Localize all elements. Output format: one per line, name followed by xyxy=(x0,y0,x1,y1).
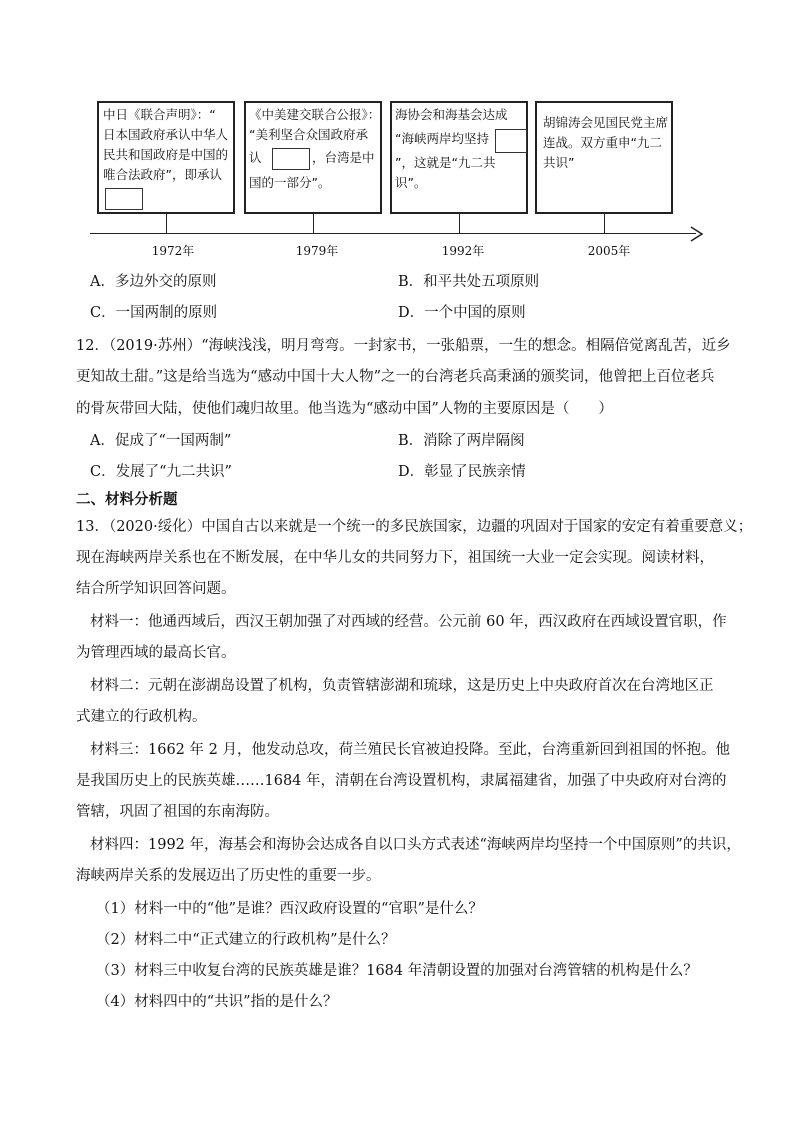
box-text-line: ，台湾是中 xyxy=(312,150,375,165)
material-4-line: 材料四：1992 年，海基会和海协会达成各自以口头方式表述“海峡两岸均坚持一个中国原则”的共识， xyxy=(90,837,741,853)
q12-option-a[interactable]: A．促成了“一国两制” xyxy=(90,433,232,449)
timeline-tick xyxy=(166,214,167,234)
box-text-line: 识”。 xyxy=(395,175,427,190)
q13-subquestion-2: （2）材料二中“正式建立的行政机构”是什么？ xyxy=(96,932,396,948)
timeline-box-1992 xyxy=(390,101,528,214)
timeline-year: 1992年 xyxy=(441,244,485,258)
q13-subquestion-4: （4）材料四中的“共识”指的是什么？ xyxy=(96,994,338,1010)
q13-intro-line: 13．（2020·绥化）中国自古以来就是一个统一的多民族国家，边疆的巩固对于国家的安定有着重要意义； xyxy=(76,519,753,535)
q11-option-a[interactable]: A．多边外交的原则 xyxy=(90,274,217,290)
box-text-line: 海协会和海基会达成 xyxy=(395,107,508,122)
q12-option-b[interactable]: B．消除了两岸隔阂 xyxy=(398,433,525,449)
material-2-line: 材料二：元朝在澎湖岛设置了机构，负责管辖澎湖和琉球，这是历史上中央政府首次在台湾地区正 xyxy=(90,678,714,694)
timeline-arrow-icon xyxy=(690,226,704,242)
timeline-box-1979 xyxy=(244,101,382,214)
timeline-axis xyxy=(90,233,696,234)
material-4-line: 海峡两岸关系的发展迈出了历史性的重要一步。 xyxy=(76,868,381,884)
q13-intro-line: 现在海峡两岸关系也在不断发展，在中华儿女的共同努力下，祖国统一大业一定会实现。阅读材料， xyxy=(76,550,714,566)
box-text-line: 民共和国政府是中国的 xyxy=(103,147,229,162)
box-text-line: 唯合法政府”，即承认 xyxy=(103,167,222,182)
timeline-tick xyxy=(459,214,460,234)
box-text-line: 《中美建交联合公报》： xyxy=(249,107,381,122)
q11-option-c[interactable]: C．一国两制的原则 xyxy=(90,305,218,321)
box-text-line: 认 xyxy=(249,150,262,165)
box-text-line: 国的一部分”。 xyxy=(249,175,331,190)
material-1-line: 为管理西域的最高长官。 xyxy=(76,645,236,661)
q11-option-d[interactable]: D．一个中国的原则 xyxy=(398,305,526,321)
box-text-line: 中日《联合声明》：“ xyxy=(103,107,216,122)
box-text-line: “海峡两岸均坚持 xyxy=(395,131,489,146)
material-3-line: 管辖，巩固了祖国的东南海防。 xyxy=(76,804,279,820)
answer-blank[interactable] xyxy=(272,148,310,170)
timeline-year: 2005年 xyxy=(587,244,631,258)
q13-intro-line: 结合所学知识回答问题。 xyxy=(76,581,236,597)
timeline-year: 1979年 xyxy=(295,244,339,258)
q13-subquestion-3: （3）材料三中收复台湾的民族英雄是谁？1684 年清朝设置的加强对台湾管辖的机构是什么？ xyxy=(96,963,698,979)
q12-option-d[interactable]: D．彰显了民族亲情 xyxy=(398,464,526,480)
material-3-line: 材料三：1662 年 2 月，他发动总攻，荷兰殖民长官被迫投降。至此，台湾重新回到祖国的怀抱。他 xyxy=(90,742,730,758)
timeline-tick xyxy=(313,214,314,234)
box-text-line: “美利坚合众国政府承 xyxy=(249,127,368,142)
q11-option-b[interactable]: B．和平共处五项原则 xyxy=(398,274,540,290)
material-3-line: 是我国历史上的民族英雄……1684 年，清朝在台湾设置机构，隶属福建省，加强了中央政府对台湾的 xyxy=(76,773,727,789)
material-2-line: 式建立的行政机构。 xyxy=(76,709,207,725)
timeline-tick xyxy=(604,214,605,234)
timeline-year: 1972年 xyxy=(151,244,195,258)
q12-stem-line: 12．（2019·苏州）“海峡浅浅，明月弯弯。一封家书，一张船票，一生的想念。相隔倍觉离乱苦，近乡 xyxy=(76,338,731,354)
q13-subquestion-1: （1）材料一中的“他”是谁？西汉政府设置的“官职”是什么？ xyxy=(96,901,483,917)
answer-blank[interactable] xyxy=(495,129,527,153)
box-text-line: 胡锦涛会见国民党主席 xyxy=(543,115,669,130)
box-text-line: 连战。双方重申“九二 xyxy=(543,135,662,150)
answer-blank[interactable] xyxy=(105,188,143,210)
q12-stem-line: 的骨灰带回大陆，使他们魂归故里。他当选为“感动中国”人物的主要原因是（ ） xyxy=(76,401,613,417)
q12-stem-line: 更知故土甜。”这是给当选为“感动中国十大人物”之一的台湾老兵高秉涵的颁奖词，他曾把上百位老兵 xyxy=(76,369,715,385)
material-1-line: 材料一：他通西域后，西汉王朝加强了对西域的经营。公元前 60 年，西汉政府在西域设置官职，作 xyxy=(90,614,727,630)
q12-option-c[interactable]: C．发展了“九二共识” xyxy=(90,464,232,480)
section-title: 二、材料分析题 xyxy=(76,492,178,508)
timeline-box-2005 xyxy=(535,101,673,214)
box-text-line: 日本国政府承认中华人 xyxy=(103,127,229,142)
timeline-box-1972 xyxy=(97,101,235,214)
box-text-line: 共识” xyxy=(543,155,575,170)
box-text-line: ”，这就是“九二共 xyxy=(395,155,496,170)
